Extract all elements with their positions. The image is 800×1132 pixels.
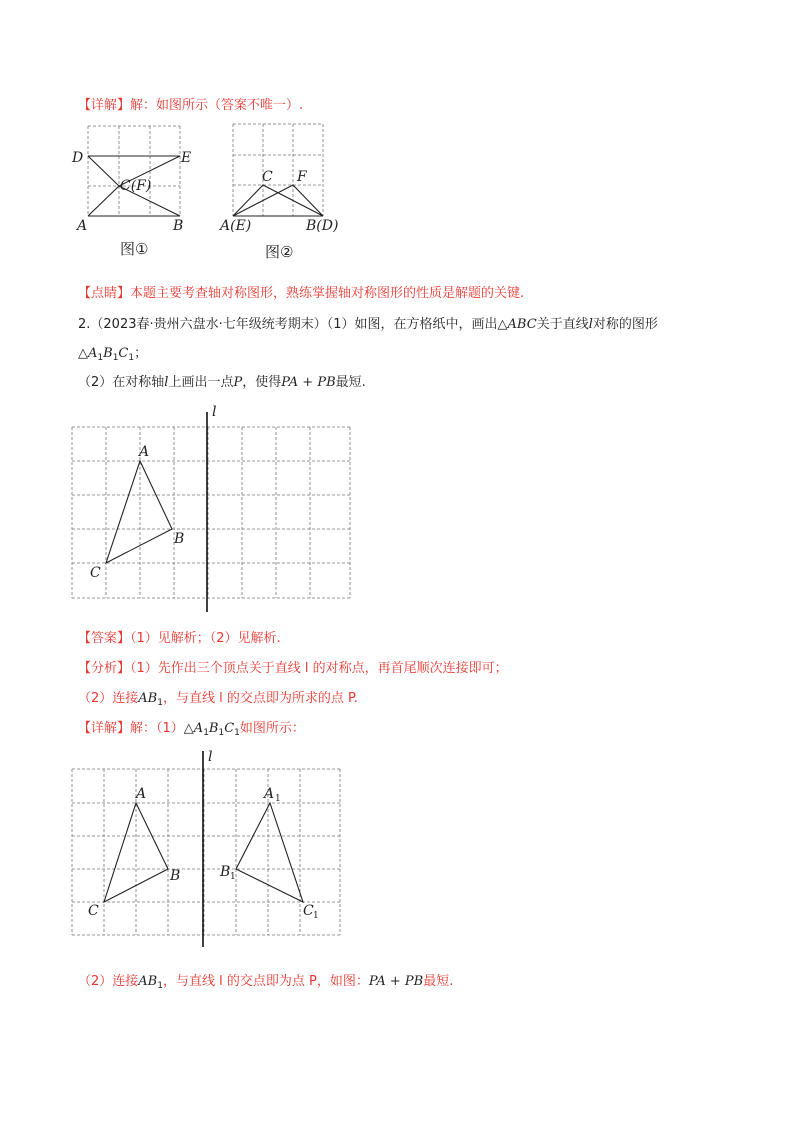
label-A: A <box>136 786 147 802</box>
question-number: 2. <box>78 317 91 332</box>
question-2-line-3 <box>78 374 366 392</box>
part1-text-b: 关于直线 <box>536 317 589 332</box>
subscript: 1 <box>112 353 119 363</box>
figure-2 <box>220 120 360 265</box>
label-l: l <box>208 749 213 765</box>
label-l: l <box>212 404 217 420</box>
label-C: C <box>90 565 101 581</box>
subscript: 1 <box>97 353 104 363</box>
subscript: 1 <box>234 728 240 738</box>
part1-text-c: 对称的图形 <box>592 317 658 332</box>
subscript: 1 <box>203 728 209 738</box>
label-A: A <box>77 218 88 234</box>
vertex-A1: A <box>88 346 98 361</box>
label-B1: B <box>220 864 231 880</box>
triangle-symbol: △ <box>183 721 194 736</box>
detail-2-text-b: 如图所示： <box>239 721 305 736</box>
question-2-line-1 <box>78 316 658 334</box>
comment-text: 本题主要考查轴对称图形，熟练掌握轴对称图形的性质是解题的关键. <box>130 286 525 301</box>
part2-text-a: （2）在对称轴 <box>78 375 165 390</box>
segment-A: A <box>138 691 148 706</box>
part2-text-c: ，使得 <box>242 375 282 390</box>
label-B: B <box>173 218 184 234</box>
subscript: 1 <box>157 698 163 708</box>
figure-1 <box>60 120 210 260</box>
triangle-abc: ABC <box>507 317 537 332</box>
part2-text-d: 最短. <box>335 375 366 390</box>
question-2-figure <box>60 400 360 615</box>
detail-2-line <box>78 720 305 742</box>
comment-tag: 【点睛】 <box>78 286 131 301</box>
analysis-line-2 <box>78 690 358 712</box>
detail-tag: 【详解】 <box>78 98 131 113</box>
label-E: E <box>181 150 192 166</box>
subscript: 1 <box>218 728 225 738</box>
label-BD: B(D) <box>306 218 339 234</box>
figure-1-caption: 图① <box>120 240 149 258</box>
final-expression: PA + PB <box>368 974 424 989</box>
part2-text-b: 上画出一点 <box>168 375 234 390</box>
final-text-c: 最短. <box>423 974 454 989</box>
semicolon: ； <box>134 346 148 361</box>
vertex-B1: B <box>103 346 113 361</box>
label-D: D <box>72 150 84 166</box>
label-A: A <box>139 444 150 460</box>
segment-B1: B <box>147 974 158 989</box>
final-text-a: （2）连接 <box>78 974 139 989</box>
vertex-A1: A <box>193 721 204 736</box>
label-F: F <box>297 169 307 185</box>
label-C: C <box>88 903 99 919</box>
vertex-B1: B <box>208 721 219 736</box>
triangle-symbol: △ <box>497 317 508 332</box>
subscript: 1 <box>128 353 135 363</box>
detail-line-1 <box>78 97 303 115</box>
analysis-text-2a: （2）连接 <box>78 691 139 706</box>
triangle-symbol: △ <box>78 346 88 361</box>
analysis-line-1 <box>78 660 508 678</box>
final-text-b: ，与直线 l 的交点即为点 P，如图： <box>162 974 369 989</box>
detail-2-tag: 【详解】 <box>78 721 131 736</box>
label-B: B <box>174 531 185 547</box>
label-C: C <box>262 169 273 185</box>
part1-text-a: （1）如图，在方格纸中，画出 <box>326 317 498 332</box>
label-B: B <box>170 868 181 884</box>
detail-text: 解：如图所示（答案不唯一）. <box>130 98 304 113</box>
figure-2-caption: 图② <box>265 243 294 261</box>
answer-tag: 【答案】 <box>78 631 131 646</box>
analysis-tag: 【分析】 <box>78 661 131 676</box>
answer-line <box>78 630 281 648</box>
question-2-grid <box>72 427 350 598</box>
detail-2-text-a: 解：（1） <box>130 721 184 736</box>
vertex-C1: C <box>118 346 129 361</box>
segment-B1: B <box>147 691 158 706</box>
point-P: P <box>233 375 243 390</box>
vertex-C1: C <box>224 721 235 736</box>
line-l-ref: l <box>164 375 169 390</box>
expression-PA-PB: PA + PB <box>281 375 336 390</box>
answer-text: （1）见解析；（2）见解析. <box>130 631 281 646</box>
label-CF: C(F) <box>120 178 152 194</box>
segment-A: A <box>138 974 148 989</box>
solution-figure <box>60 745 360 950</box>
label-A1: A <box>264 786 275 802</box>
label-B1-sub: 1 <box>230 872 236 882</box>
comment-line <box>78 285 524 303</box>
solution-grid <box>72 769 340 935</box>
analysis-text-1: （1）先作出三个顶点关于直线 l 的对称点，再首尾顺次连接即可； <box>130 661 508 676</box>
question-source: （2023春·贵州六盘水·七年级统考期末） <box>90 317 327 332</box>
label-A1-sub: 1 <box>275 794 281 804</box>
question-2-line-2 <box>78 345 147 367</box>
final-line <box>78 973 453 995</box>
line-l-ref: l <box>588 317 593 332</box>
label-C1: C <box>303 903 314 919</box>
label-C1-sub: 1 <box>313 911 319 921</box>
subscript: 1 <box>157 981 163 991</box>
label-AE: A(E) <box>220 218 252 234</box>
analysis-text-2b: ，与直线 l 的交点即为所求的点 P. <box>162 691 358 706</box>
